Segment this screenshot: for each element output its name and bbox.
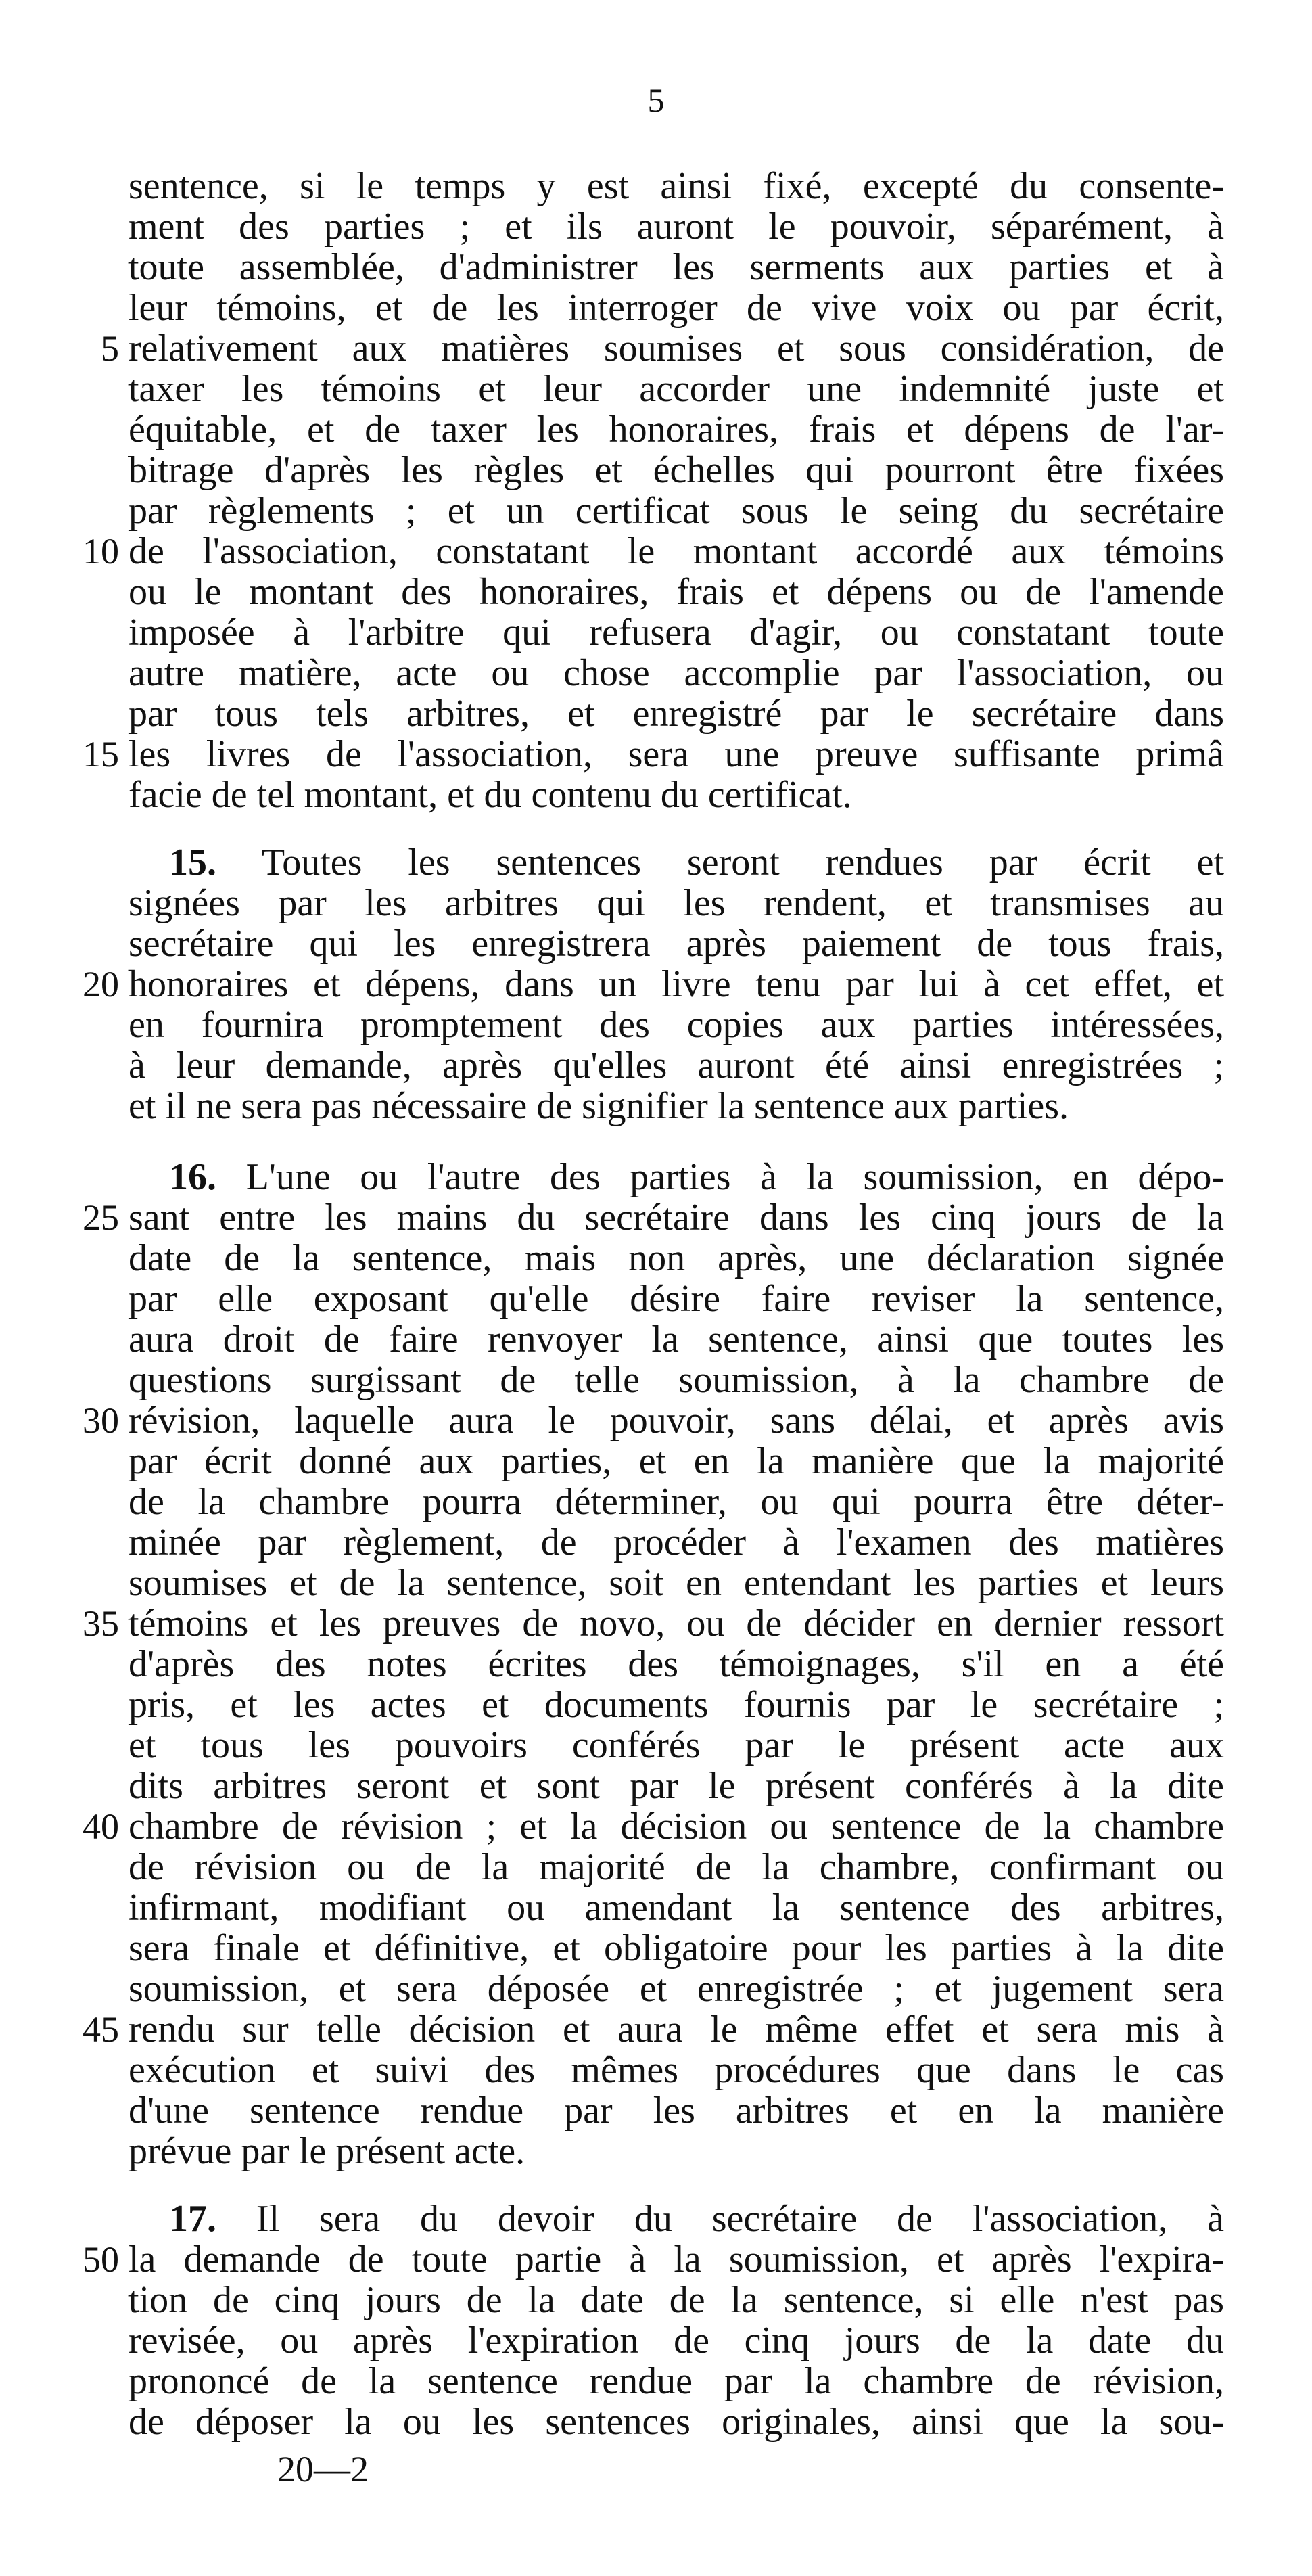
text-line: rendu sur telle décision et aura le même effet et sera mis à (128, 2008, 1224, 2050)
text-line: tion de cinq jours de la date de la sentence, si elle n'est pas (128, 2279, 1224, 2321)
text-line: secrétaire qui les enregistrera après paiement de tous frais, (128, 923, 1224, 965)
text-line: infirmant, modifiant ou amendant la sentence des arbitres, (128, 1887, 1224, 1929)
section-15-first-line (169, 842, 1224, 883)
text-line: et tous les pouvoirs conférés par le présent acte aux (128, 1724, 1224, 1766)
text-span: Toutes les sentences seront rendues par écrit et (216, 842, 1224, 883)
text-line: par règlements ; et un certificat sous le seing du secrétaire (128, 490, 1224, 532)
text-line: et il ne sera pas nécessaire de signifier la sentence aux parties. (128, 1085, 1069, 1127)
text-line: sant entre les mains du secrétaire dans les cinq jours de la (128, 1197, 1224, 1239)
line-number: 20 (83, 964, 119, 1005)
line-number: 30 (83, 1400, 119, 1441)
text-span: Il sera du devoir du secrétaire de l'association, à (216, 2198, 1224, 2240)
text-line: à leur demande, après qu'elles auront été ainsi enregistrées ; (128, 1044, 1224, 1086)
text-line: révision, laquelle aura le pouvoir, sans délai, et après avis (128, 1400, 1224, 1442)
text-line: autre matière, acte ou chose accomplie par l'association, ou (128, 652, 1224, 694)
text-span: L'une ou l'autre des parties à la soumission, en dépo- (216, 1156, 1224, 1198)
section-number: 15. (169, 842, 216, 883)
text-line: chambre de révision ; et la décision ou sentence de la chambre (128, 1806, 1224, 1847)
text-line: ou le montant des honoraires, frais et dépens ou de l'amende (128, 571, 1224, 613)
section-17-first-line (169, 2199, 1224, 2239)
text-line: exécution et suivi des mêmes procédures que dans le cas (128, 2049, 1224, 2091)
line-number: 35 (83, 1603, 119, 1644)
text-line: les livres de l'association, sera une preuve suffisante primâ (128, 733, 1224, 775)
text-line: d'une sentence rendue par les arbitres et en la manière (128, 2090, 1224, 2132)
text-line: d'après des notes écrites des témoignages, s'il en a été (128, 1643, 1224, 1685)
text-line: relativement aux matières soumises et sous considération, de (128, 327, 1224, 369)
page-number: 5 (647, 81, 665, 119)
text-line: imposée à l'arbitre qui refusera d'agir, ou constatant toute (128, 612, 1224, 653)
text-line: de déposer la ou les sentences originales, ainsi que la sou- (128, 2401, 1224, 2443)
text-line: questions surgissant de telle soumission, à la chambre de (128, 1359, 1224, 1401)
line-number: 45 (83, 2009, 119, 2050)
text-line: ment des parties ; et ils auront le pouvoir, séparément, à (128, 206, 1224, 248)
text-line: revisée, ou après l'expiration de cinq jours de la date du (128, 2320, 1224, 2362)
text-line: taxer les témoins et leur accorder une indemnité juste et (128, 368, 1224, 410)
text-line: soumission, et sera déposée et enregistrée ; et jugement sera (128, 1968, 1224, 2010)
text-line: dits arbitres seront et sont par le présent conférés à la dite (128, 1765, 1224, 1807)
text-line: par tous tels arbitres, et enregistré par le secrétaire dans (128, 693, 1224, 735)
text-line: de révision ou de la majorité de la chambre, confirmant ou (128, 1846, 1224, 1888)
text-line: prononcé de la sentence rendue par la chambre de révision, (128, 2360, 1224, 2402)
line-number: 10 (83, 531, 119, 572)
section-number: 17. (169, 2198, 216, 2240)
text-line: équitable, et de taxer les honoraires, frais et dépens de l'ar- (128, 409, 1224, 451)
text-line: par elle exposant qu'elle désire faire reviser la sentence, (128, 1278, 1224, 1320)
text-line: date de la sentence, mais non après, une déclaration signée (128, 1237, 1224, 1279)
text-line: la demande de toute partie à la soumission, et après l'expira- (128, 2238, 1224, 2280)
text-line: en fournira promptement des copies aux parties intéressées, (128, 1004, 1224, 1046)
text-line: leur témoins, et de les interroger de vive voix ou par écrit, (128, 287, 1224, 329)
text-line: facie de tel montant, et du contenu du certificat. (128, 774, 852, 816)
line-number: 50 (83, 2239, 119, 2280)
text-line: toute assemblée, d'administrer les serments aux parties et à (128, 246, 1224, 288)
text-line: signées par les arbitres qui les rendent, et transmises au (128, 882, 1224, 924)
footer-signature: 20—2 (277, 2449, 369, 2489)
line-number: 15 (83, 734, 119, 775)
text-line: de l'association, constatant le montant accordé aux témoins (128, 530, 1224, 572)
text-line: sentence, si le temps y est ainsi fixé, excepté du consente- (128, 165, 1224, 207)
text-line: honoraires et dépens, dans un livre tenu par lui à cet effet, et (128, 963, 1224, 1005)
text-line: pris, et les actes et documents fournis par le secrétaire ; (128, 1684, 1224, 1726)
line-number: 5 (101, 328, 119, 369)
text-line: minée par règlement, de procéder à l'examen des matières (128, 1521, 1224, 1563)
text-line: aura droit de faire renvoyer la sentence, ainsi que toutes les (128, 1318, 1224, 1360)
text-line: par écrit donné aux parties, et en la manière que la majorité (128, 1440, 1224, 1482)
line-number: 40 (83, 1806, 119, 1847)
section-16-first-line (169, 1157, 1224, 1197)
section-number: 16. (169, 1156, 216, 1198)
text-line: témoins et les preuves de novo, ou de décider en dernier ressort (128, 1603, 1224, 1644)
text-line: de la chambre pourra déterminer, ou qui pourra être déter- (128, 1481, 1224, 1523)
text-line: bitrage d'après les règles et échelles qui pourront être fixées (128, 449, 1224, 491)
text-line: prévue par le présent acte. (128, 2130, 525, 2172)
text-line: soumises et de la sentence, soit en entendant les parties et leurs (128, 1562, 1224, 1604)
line-number: 25 (83, 1197, 119, 1238)
text-line: sera finale et définitive, et obligatoire pour les parties à la dite (128, 1927, 1224, 1969)
